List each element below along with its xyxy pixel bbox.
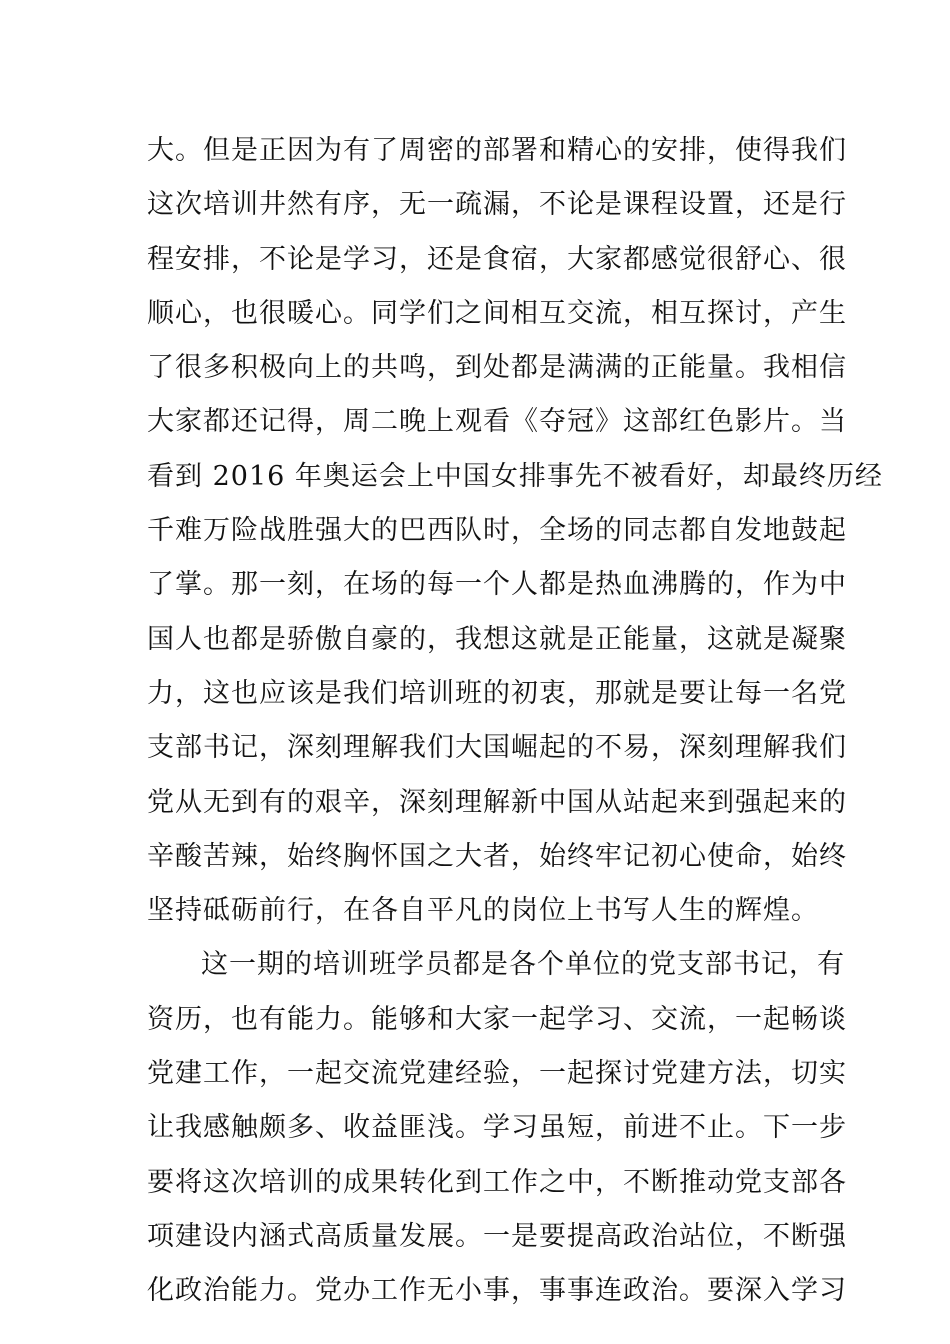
text-line: 让我感触颇多、收益匪浅。学习虽短，前进不止。下一步 bbox=[147, 1112, 847, 1144]
text-line: 这次培训井然有序，无一疏漏，不论是课程设置，还是行 bbox=[147, 189, 847, 221]
text-line: 资历，也有能力。能够和大家一起学习、交流，一起畅谈 bbox=[147, 1003, 847, 1035]
text-line: 辛酸苦辣，始终胸怀国之大者，始终牢记初心使命，始终 bbox=[147, 840, 847, 872]
text-line: 党从无到有的艰辛，深刻理解新中国从站起来到强起来的 bbox=[147, 786, 847, 818]
text-line: 看到 2016 年奥运会上中国女排事先不被看好，却最终历经 bbox=[147, 460, 883, 492]
body-text bbox=[147, 124, 883, 1319]
text-line: 大。但是正因为有了周密的部署和精心的安排，使得我们 bbox=[147, 135, 847, 166]
text-line: 了很多积极向上的共鸣，到处都是满满的正能量。我相信 bbox=[147, 352, 847, 384]
text-line: 顺心，也很暖心。同学们之间相互交流，相互探讨，产生 bbox=[147, 297, 847, 329]
paragraph-2 bbox=[147, 938, 847, 1318]
text-line: 党建工作，一起交流党建经验，一起探讨党建方法，切实 bbox=[147, 1058, 847, 1090]
text-line: 了掌。那一刻，在场的每一个人都是热血沸腾的，作为中 bbox=[147, 569, 847, 601]
paragraph-1 bbox=[147, 124, 883, 938]
text-line: 支部书记，深刻理解我们大国崛起的不易，深刻理解我们 bbox=[147, 732, 847, 764]
text-line: 力，这也应该是我们培训班的初衷，那就是要让每一名党 bbox=[147, 677, 847, 709]
text-line: 项建设内涵式高质量发展。一是要提高政治站位，不断强 bbox=[147, 1220, 847, 1252]
text-line-indented: 这一期的培训班学员都是各个单位的党支部书记，有 bbox=[201, 949, 845, 981]
text-line: 要将这次培训的成果转化到工作之中，不断推动党支部各 bbox=[147, 1166, 847, 1198]
text-line: 程安排，不论是学习，还是食宿，大家都感觉很舒心、很 bbox=[147, 243, 847, 275]
text-line: 坚持砥砺前行，在各自平凡的岗位上书写人生的辉煌。 bbox=[147, 895, 819, 927]
text-line: 大家都还记得，周二晚上观看《夺冠》这部红色影片。当 bbox=[147, 406, 847, 438]
text-line: 化政治能力。党办工作无小事，事事连政治。要深入学习 bbox=[147, 1275, 847, 1307]
text-line: 国人也都是骄傲自豪的，我想这就是正能量，这就是凝聚 bbox=[147, 623, 847, 655]
text-line: 千难万险战胜强大的巴西队时，全场的同志都自发地鼓起 bbox=[147, 515, 847, 547]
